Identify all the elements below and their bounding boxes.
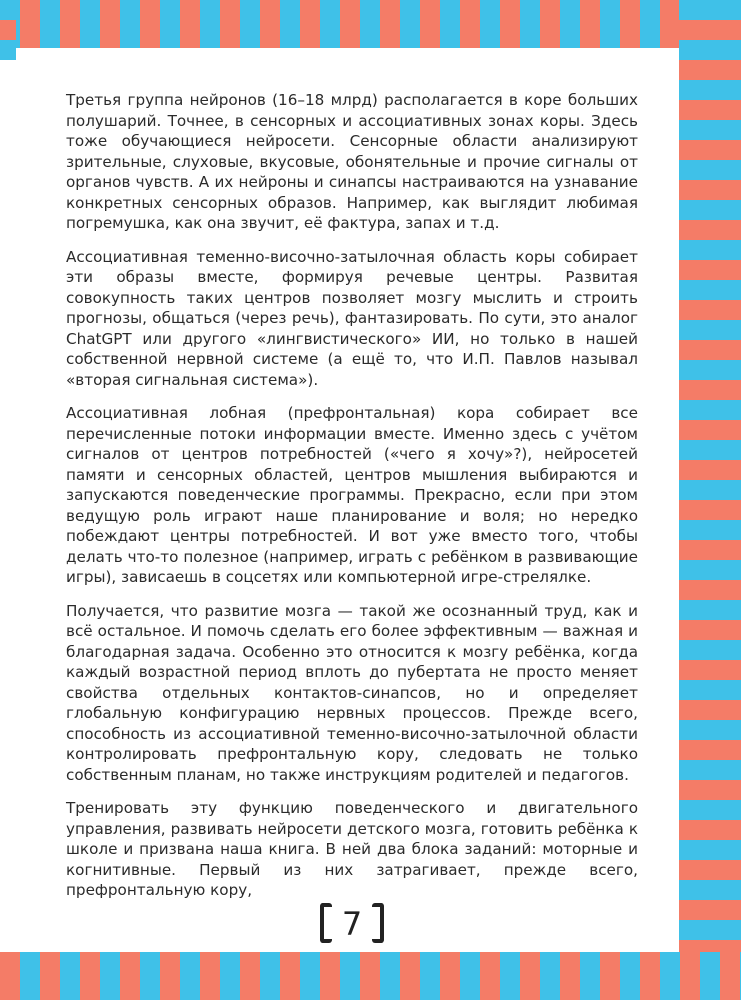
left-stripe-corner	[0, 0, 16, 60]
paragraph-2: Ассоциативная теменно-височно-затылочная область коры собирает эти образы вместе, формируя речевые центры. Развитая совокупность таких центров позволяет мозгу мыслить и строить прогнозы, общаться (через речь), фантазировать. По сути, это аналог ChatGPT или другого «лингвистического» ИИ, но только в нашей собственной нервной системе (а ещё то, что И.П. Павлов называл «вторая сигнальная система»).	[66, 247, 638, 389]
paragraph-3: Ассоциативная лобная (префронтальная) кора собирает все перечисленные потоки информации вместе. Именно здесь с учётом сигналов от центров потребностей («чего я хочу»?), нейросетей памяти и сенсорных областей, центров мышления выбираются и запускаются поведенческие программы. Прекрасно, если при этом ведущую роль играют наше планирование и воля; но нередко побеждают центры потребностей. И вот уже вместо того, чтобы делать что-то полезное (например, играть с ребёнком в развивающие игры), зависаешь в соцсетях или компьютерной игре-стрелялке.	[66, 404, 638, 586]
paragraph-4: Получается, что развитие мозга — такой же осознанный труд, как и всё остальное. И помочь сделать его более эффективным — важная и благодарная задача. Особенно это относится к мозгу ребёнка, когда каждый возрастной период вплоть до пубертата не просто меняет свойства отдельных контактов-синапсов, но и определяет глобальную конфигурацию нервных процессов. Прежде всего, способность из ассоциативной теменно-височно-затылочной области контролировать префронтальную кору, следовать не только собственным планам, но также инструкциям родителей и педагогов.	[66, 601, 638, 784]
paragraph-1: Третья группа нейронов (16–18 млрд) располагается в коре больших полушарий. Точнее, в сенсорных и ассоциативных зонах коры. Здесь тоже обучающиеся нейросети. Сенсорные области анализируют зрительные, слуховые, вкусовые, обонятельные и прочие сигналы от органов чувств. А их нейроны и синапсы настраиваются на узнавание конкретных сенсорных образов. Например, как выглядит любимая погремушка, как она звучит, её фактура, запах и т.д.	[66, 91, 638, 232]
page-number-value: 7	[341, 905, 363, 943]
page-area	[16, 48, 679, 952]
left-bracket-icon	[320, 903, 332, 943]
paragraph-5: Тренировать эту функцию поведенческого и двигательного управления, развивать нейросети детского мозга, готовить ребёнка к школе и призвана наша книга. В ней два блока заданий: моторные и когнитивные. Первый из них затрагивает, прежде всего, префронтальную кору,	[66, 799, 638, 899]
right-stripe-border	[679, 0, 741, 1000]
bottom-stripe-border	[0, 952, 741, 1000]
page-number	[320, 903, 384, 945]
body-text	[66, 90, 638, 914]
right-bracket-icon	[372, 903, 384, 943]
top-stripe-border	[0, 0, 741, 48]
